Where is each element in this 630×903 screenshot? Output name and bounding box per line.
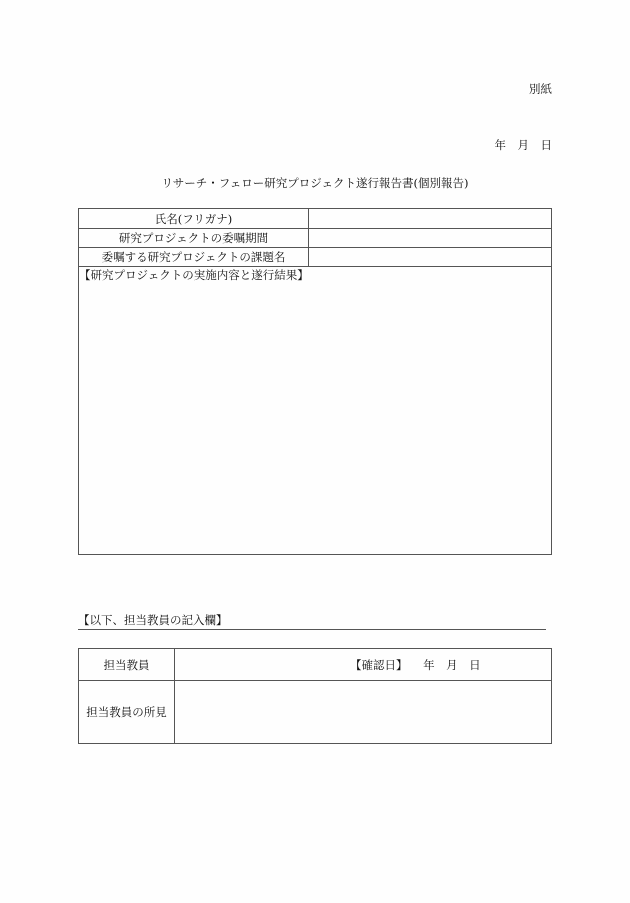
opinion-label: 担当教員の所見 — [79, 681, 175, 744]
document-title: リサーチ・フェロー研究プロジェクト遂行報告書(個別報告) — [161, 176, 469, 190]
topic-field[interactable] — [309, 248, 552, 267]
advisor-table — [78, 648, 552, 744]
form-row-name — [79, 209, 552, 229]
advisor-section-heading — [78, 612, 546, 630]
report-section-label: 【研究プロジェクトの実施内容と遂行結果】 — [79, 268, 309, 282]
confirm-date-label: 【確認日】 — [350, 657, 408, 672]
report-area[interactable] — [79, 267, 552, 555]
name-field[interactable] — [309, 209, 552, 229]
opinion-row — [79, 681, 552, 744]
advisor-field[interactable] — [175, 649, 552, 681]
form-row-period — [79, 229, 552, 248]
period-label: 研究プロジェクトの委嘱期間 — [79, 229, 309, 248]
report-form-table — [78, 208, 552, 555]
confirm-date-value: 年 月 日 — [423, 657, 481, 672]
date-line: 年 月 日 — [494, 138, 552, 152]
period-field[interactable] — [309, 229, 552, 248]
advisor-label: 担当教員 — [79, 649, 175, 681]
opinion-field[interactable] — [175, 681, 552, 744]
form-row-topic — [79, 248, 552, 267]
topic-label: 委嘱する研究プロジェクトの課題名 — [79, 248, 309, 267]
name-label: 氏名(フリガナ) — [79, 209, 309, 229]
attachment-label: 別紙 — [529, 82, 552, 96]
advisor-section-heading-text: 【以下、担当教員の記入欄】 — [78, 613, 228, 627]
form-row-report — [79, 267, 552, 555]
advisor-row — [79, 649, 552, 681]
